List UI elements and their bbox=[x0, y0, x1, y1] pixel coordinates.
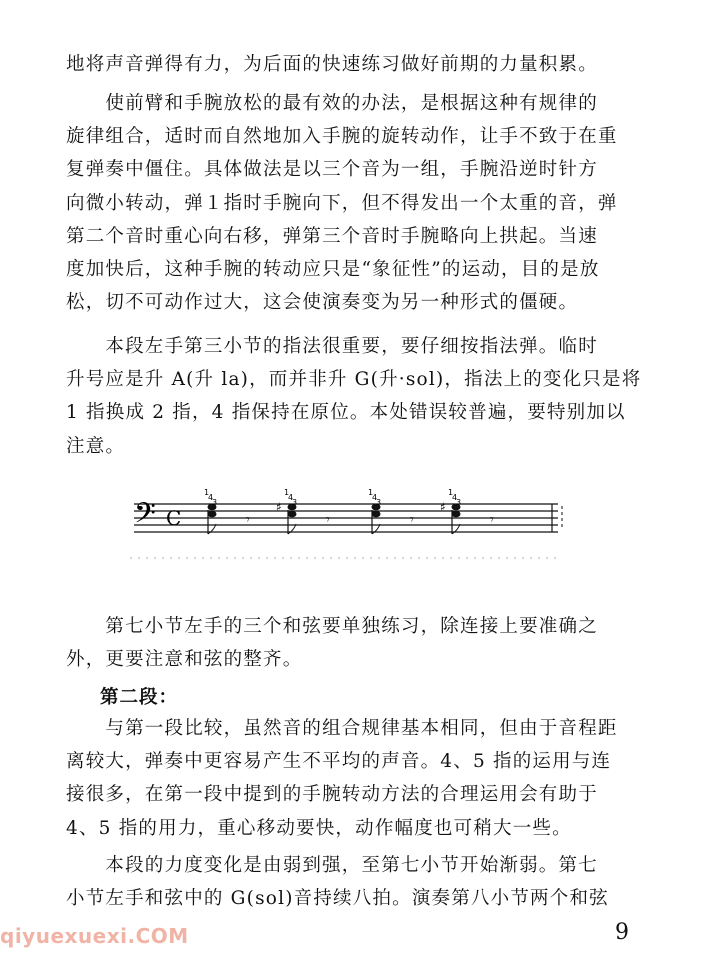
fingering-number: 1 bbox=[284, 488, 290, 497]
text-line: 升号应是升 A(升 la)，而并非升 G(升·sol)，指法上的变化只是将 bbox=[66, 369, 642, 391]
text-line: 本段左手第三小节的指法很重要，要仔细按指法弹。临时 bbox=[66, 336, 598, 357]
sharp-icon: ♯ bbox=[440, 500, 446, 514]
text-line: 4、5 指的用力，重心移动要快，动作幅度也可稍大一些。 bbox=[66, 817, 572, 839]
fingering-number: 3 bbox=[212, 498, 218, 507]
fingering-number: 1 bbox=[204, 488, 210, 497]
text-line: 第二个音时重心向右移，弹第三个音时手腕略向上拱起。当速 bbox=[66, 225, 598, 247]
text-line: 1 指换成 2 指，4 指保持在原位。本处错误较普遍，要特别加以 bbox=[66, 402, 626, 424]
text-line: 度加快后，这种手腕的转动应只是“象征性”的运动，目的是放 bbox=[66, 259, 600, 281]
fingering-number: 4 bbox=[288, 493, 294, 502]
music-staff bbox=[126, 484, 566, 564]
paragraph-3 bbox=[66, 330, 640, 463]
fingering-number: 1 bbox=[448, 488, 454, 497]
eighth-rest-icon: 𝄾 bbox=[326, 512, 330, 528]
paragraph-4 bbox=[66, 610, 640, 676]
paragraph-2 bbox=[66, 87, 640, 319]
text-line: 与第一段比较，虽然音的组合规律基本相同，但由于音程距 bbox=[66, 718, 618, 739]
text-line: 接很多，在第一段中提到的手腕转动方法的合理运用会有助于 bbox=[66, 784, 598, 806]
notehead bbox=[208, 511, 217, 518]
paragraph-1 bbox=[66, 48, 640, 81]
paragraph-6 bbox=[66, 849, 640, 915]
eighth-rest-icon: 𝄾 bbox=[410, 512, 414, 528]
common-time-icon: C bbox=[166, 506, 182, 530]
notehead bbox=[372, 511, 381, 518]
text-line: 旋律组合，适时而自然地加入手腕的旋转动作，让手不致于在重 bbox=[66, 126, 618, 148]
notehead bbox=[288, 511, 297, 518]
page-number: 9 bbox=[615, 920, 629, 945]
eighth-rest-icon: 𝄾 bbox=[490, 512, 494, 528]
eighth-rest-icon: 𝄾 bbox=[246, 512, 250, 528]
staff-lines bbox=[134, 504, 558, 532]
text-line: 注意。 bbox=[66, 435, 126, 457]
text-line: 第七小节左手的三个和弦要单独练习，除连接上要准确之 bbox=[66, 616, 598, 637]
text-line: 向微小转动，弹１指时手腕向下，但不得发出一个太重的音，弹 bbox=[66, 192, 618, 214]
fingering-number: 3 bbox=[292, 498, 298, 507]
fingering-number: 3 bbox=[456, 498, 462, 507]
fingering-number: 4 bbox=[372, 493, 378, 502]
fingering-number: 3 bbox=[376, 498, 382, 507]
text-line: 松，切不可动作过大，这会使演奏变为另一种形式的僵硬。 bbox=[66, 292, 579, 314]
paragraph-5 bbox=[66, 712, 640, 845]
text-line: 小节左手和弦中的 G(sol)音持续八拍。演奏第八小节两个和弦 bbox=[66, 888, 609, 910]
text-line: 使前臂和手腕放松的最有效的办法，是根据这种有规律的 bbox=[66, 93, 598, 114]
fingering-number: 4 bbox=[208, 493, 214, 502]
text-line: 离较大，弹奏中更容易产生不平均的声音。4、5 指的运用与连 bbox=[66, 751, 612, 773]
section-heading: 第二段： bbox=[100, 687, 179, 708]
sharp-icon: ♯ bbox=[276, 500, 282, 514]
notehead bbox=[452, 511, 461, 518]
text-line: 地将声音弹得有力，为后面的快速练习做好前期的力量积累。 bbox=[66, 54, 598, 75]
watermark-text: qiyuexuexi.COM bbox=[0, 924, 189, 948]
fingering-number: 4 bbox=[452, 493, 458, 502]
bass-clef-icon: 𝄢 bbox=[134, 497, 156, 537]
text-line: 外，更要注意和弦的整齐。 bbox=[66, 649, 303, 671]
text-line: 复弹奏中僵住。具体做法是以三个音为一组，手腕沿逆时针方 bbox=[66, 159, 598, 181]
text-line: 本段的力度变化是由弱到强，至第七小节开始渐弱。第七 bbox=[66, 855, 598, 876]
fingering-number: 1 bbox=[368, 488, 374, 497]
